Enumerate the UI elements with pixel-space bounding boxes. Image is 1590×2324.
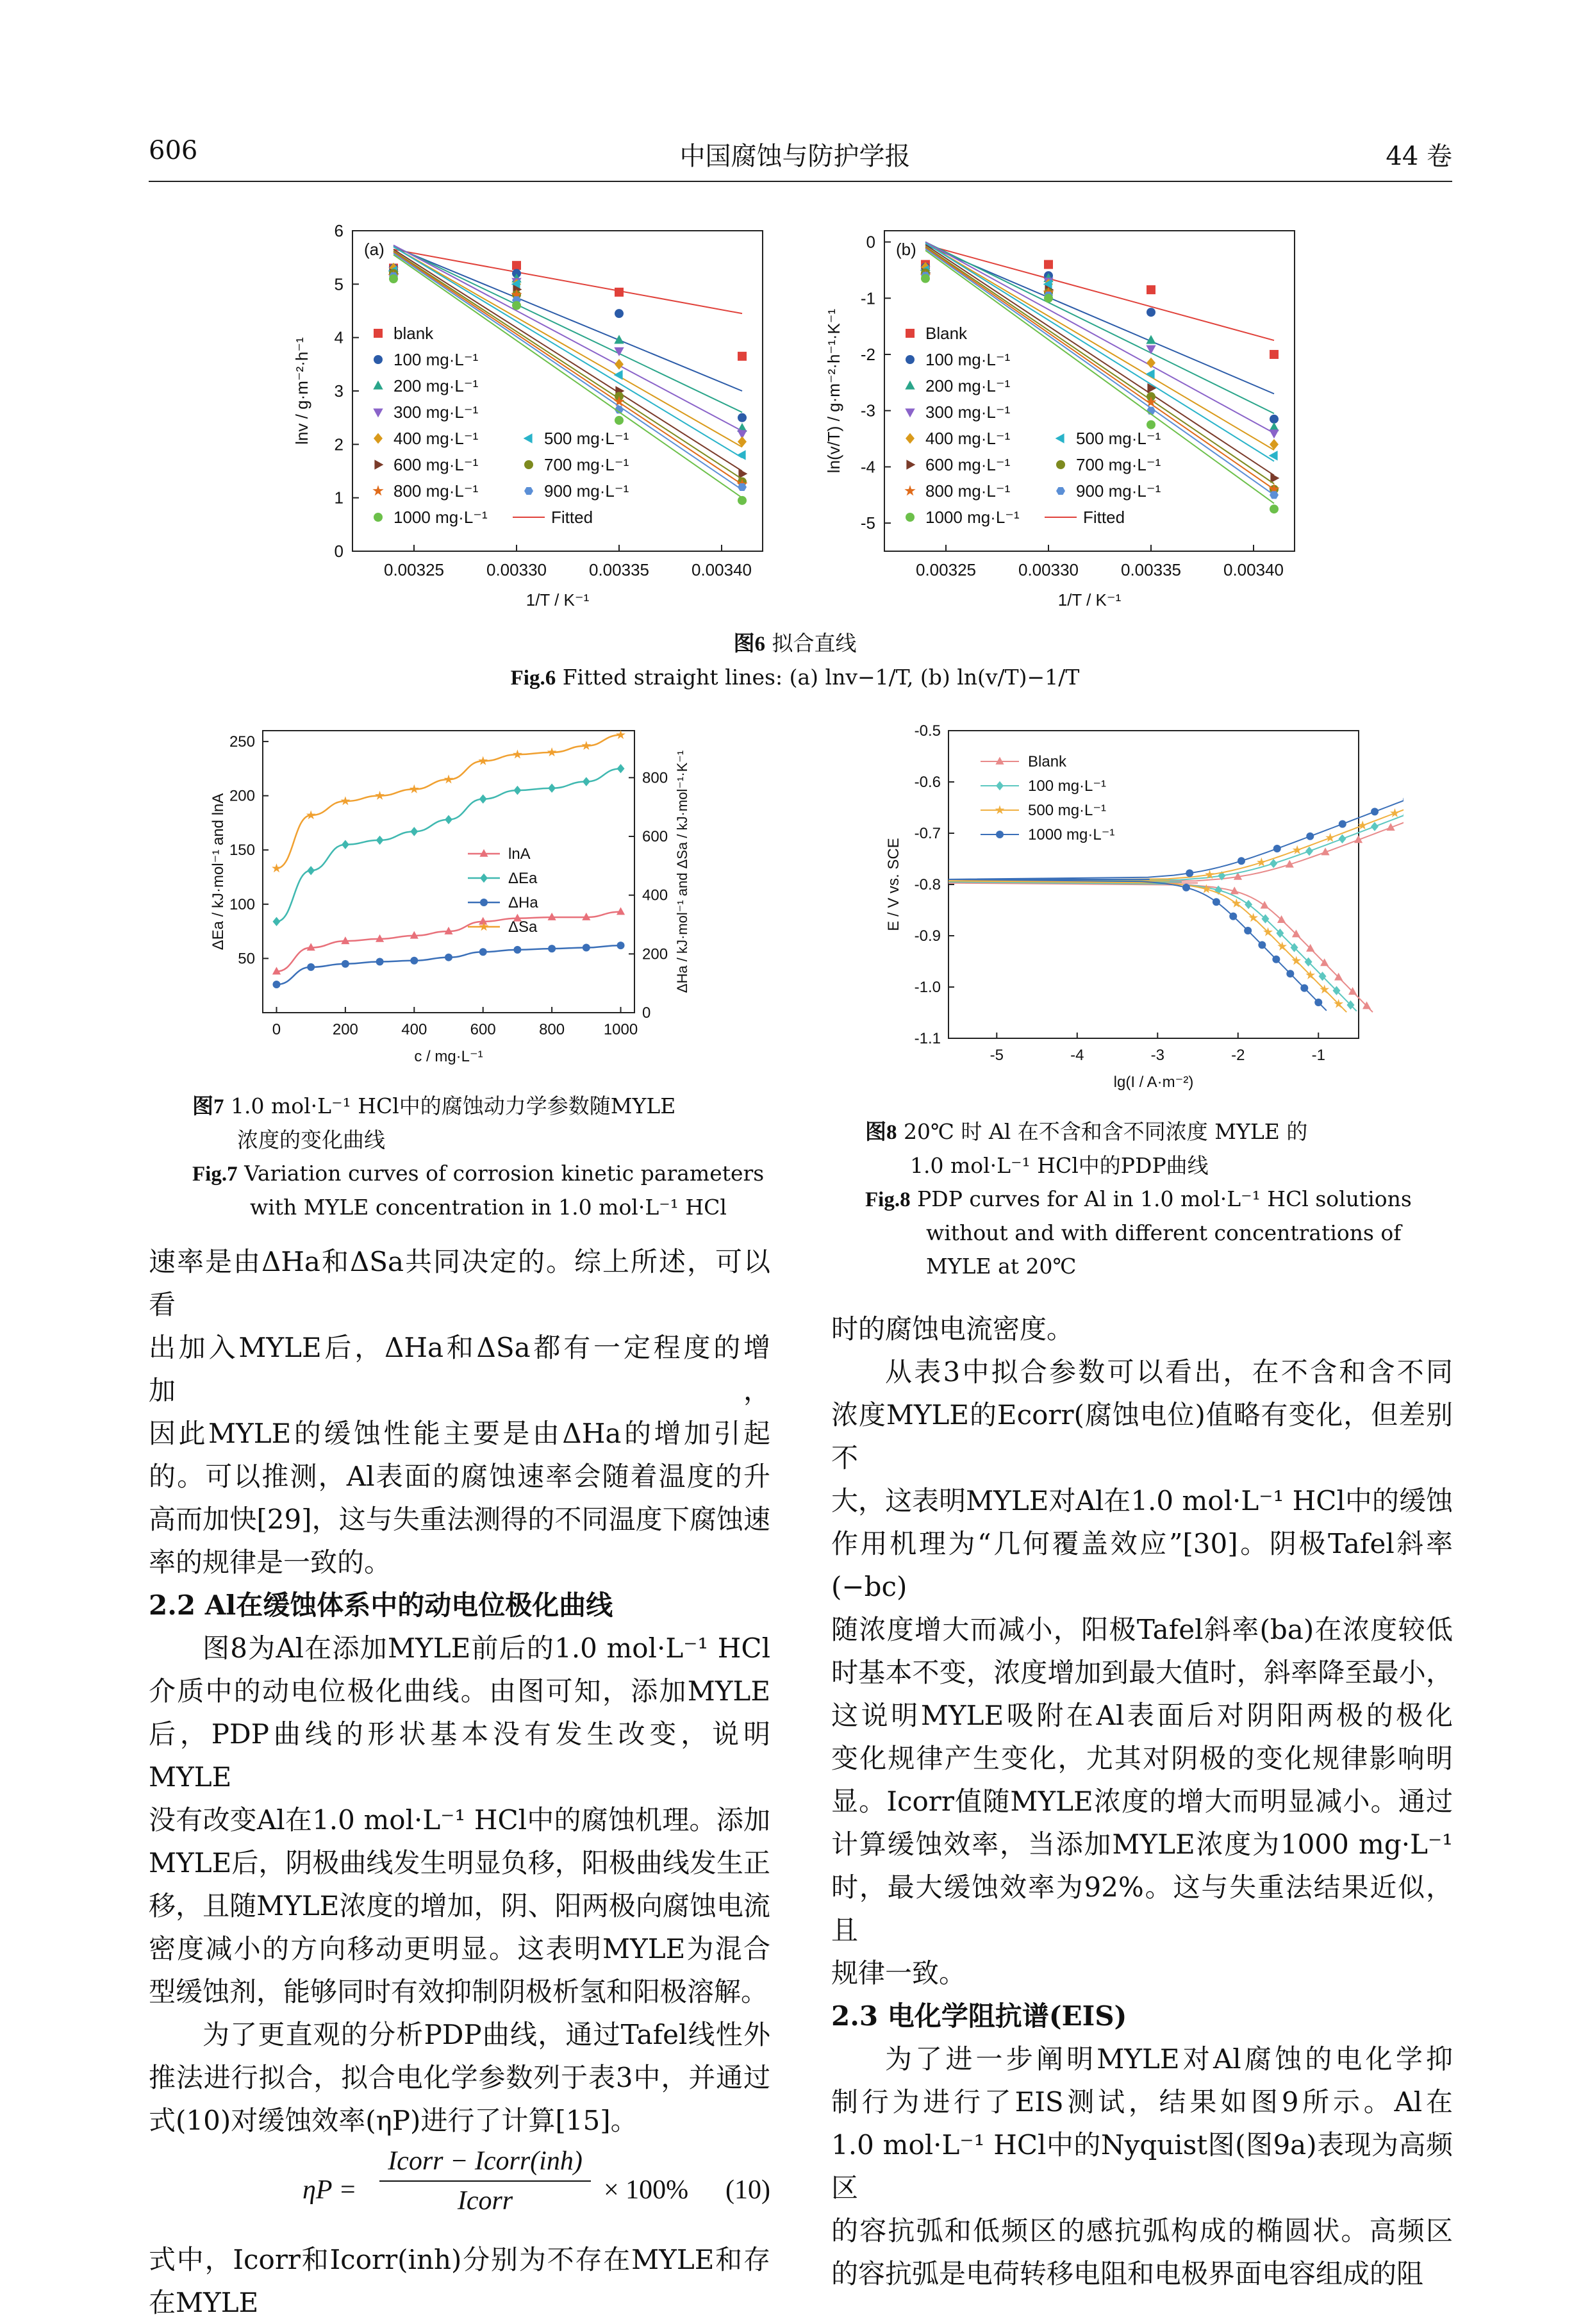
text-line: 时，最大缓蚀效率为92%。这与失重法结果近似，且 — [831, 1872, 1453, 1946]
data-point — [1147, 358, 1155, 369]
data-point — [1371, 822, 1379, 831]
data-point — [1146, 345, 1155, 354]
legend-label: 500 mg·L⁻¹ — [544, 429, 629, 448]
x-axis-label: 1/T / K⁻¹ — [526, 590, 590, 610]
legend-label: 500 mg·L⁻¹ — [1028, 802, 1107, 819]
data-point — [1325, 833, 1335, 842]
x-tick-label: -1 — [1311, 1047, 1325, 1064]
section-2-3-heading: 2.3 电化学阻抗谱(EIS) — [831, 2000, 1127, 2032]
legend-marker — [374, 355, 383, 364]
data-point — [1272, 956, 1280, 963]
y-tick-label: 5 — [334, 274, 344, 294]
data-point — [738, 413, 747, 422]
text-line: 的容抗弧和低频区的感抗弧构成的椭圆状。高频区 — [831, 2215, 1453, 2246]
legend-label: blank — [393, 324, 434, 343]
fig6b-chart — [814, 212, 1314, 622]
y-axis-label: E / V vs. SCE — [885, 838, 902, 931]
y-tick-label: -0.9 — [914, 927, 941, 945]
y-tick-label: 1 — [334, 488, 344, 508]
legend-marker — [996, 831, 1004, 838]
data-point — [410, 827, 418, 836]
fig8-chart — [878, 711, 1404, 1102]
legend-marker — [480, 874, 488, 883]
data-point — [513, 786, 521, 795]
legend-label: Blank — [1028, 753, 1067, 770]
data-point — [617, 942, 625, 949]
legend-label: 800 mg·L⁻¹ — [393, 481, 479, 501]
legend-marker — [1056, 460, 1065, 469]
anodic-branch — [948, 756, 1404, 883]
x-axis-label: lg(I / A·m⁻²) — [1113, 1074, 1194, 1091]
legend-label: 1000 mg·L⁻¹ — [1028, 826, 1115, 843]
panel-label: (b) — [896, 240, 916, 259]
data-point — [738, 496, 747, 505]
x-axis-label: 1/T / K⁻¹ — [1057, 590, 1122, 610]
text-line: 率的规律是一致的。 — [149, 1547, 392, 1578]
y2-tick-label: 400 — [642, 886, 668, 904]
y-tick-label: 2 — [334, 435, 344, 454]
data-point — [512, 261, 521, 270]
equation-10: ηP = Icorr − Icorr(inh) Icorr × 100% (10) — [149, 2142, 770, 2238]
text-line: 从表3中拟合参数可以看出，在不含和含不同 — [885, 1356, 1453, 1388]
x-tick-label: 800 — [539, 1021, 565, 1038]
legend-label: ΔEa — [508, 870, 538, 887]
legend-label: 200 mg·L⁻¹ — [393, 376, 479, 395]
legend-label: 1000 mg·L⁻¹ — [925, 508, 1020, 527]
legend-label: ΔSa — [508, 918, 538, 936]
legend-label: 800 mg·L⁻¹ — [925, 481, 1011, 501]
data-point — [548, 945, 556, 952]
left-para-3 — [149, 2013, 770, 2142]
y2-tick-label: 200 — [642, 945, 668, 963]
data-point — [1300, 984, 1308, 992]
text-line: 为了进一步阐明MYLE对Al腐蚀的电化学抑 — [885, 2043, 1453, 2075]
x-axis-label: c / mg·L⁻¹ — [414, 1048, 483, 1065]
data-point — [513, 946, 521, 954]
data-point — [1182, 884, 1190, 892]
x-tick-label: 200 — [332, 1021, 358, 1038]
y-axis-label: ΔEa / kJ·mol⁻¹ and lnA — [210, 793, 227, 950]
x-tick-label: 0.00330 — [486, 560, 547, 579]
text-line: 高而加快[29]，这与失重法测得的不同温度下腐蚀速 — [149, 1504, 770, 1535]
volume: 44 卷 — [1386, 142, 1452, 171]
right-para-2 — [831, 2038, 1453, 2295]
series-line — [276, 912, 620, 972]
y-tick-label: -1.1 — [914, 1030, 941, 1047]
data-point — [410, 957, 418, 965]
data-point — [1244, 927, 1252, 934]
fit-line — [393, 247, 742, 391]
legend-marker — [374, 433, 383, 444]
legend-marker — [372, 485, 383, 495]
data-point — [389, 274, 398, 283]
legend-marker — [374, 460, 383, 469]
data-point — [445, 815, 452, 824]
legend-label: 700 mg·L⁻¹ — [1076, 455, 1161, 474]
x-tick-label: 1000 — [603, 1021, 638, 1038]
legend-label: lnA — [508, 845, 531, 863]
legend-label: ΔHa — [508, 894, 538, 911]
data-point — [1213, 898, 1220, 906]
anodic-branch — [948, 756, 1404, 881]
text-line: 大，这表明MYLE对Al在1.0 mol·L⁻¹ HCl中的缓蚀 — [831, 1485, 1453, 1516]
section-2-2-heading: 2.2 Al在缓蚀体系中的动电位极化曲线 — [149, 1589, 613, 1621]
legend-label: 900 mg·L⁻¹ — [544, 481, 629, 501]
data-point — [479, 948, 487, 956]
series-line — [276, 735, 620, 868]
legend-marker — [373, 408, 383, 417]
y-tick-label: 150 — [229, 842, 255, 859]
data-point — [737, 450, 746, 460]
left-para-4: 式中，Icorr和Icorr(inh)分别为不存在MYLE和存在MYLE — [149, 2244, 770, 2318]
legend-marker — [1056, 487, 1065, 495]
left-para-1 — [149, 1240, 770, 1584]
data-point — [1273, 845, 1281, 852]
data-point — [307, 963, 315, 971]
fit-line — [393, 249, 742, 313]
left-para-2 — [149, 1627, 770, 2013]
data-point — [1286, 970, 1294, 977]
legend-label: 500 mg·L⁻¹ — [1076, 429, 1161, 448]
text-line: 规律一致。 — [831, 1957, 966, 1989]
x-tick-label: 0.00330 — [1018, 560, 1079, 579]
text-line: MYLE后，阴极曲线发生明显负移，阳极曲线发生正 — [149, 1847, 770, 1879]
data-point — [1314, 999, 1322, 1006]
data-point — [1146, 369, 1155, 379]
legend-label: Fitted — [1083, 508, 1125, 527]
legend-marker — [524, 460, 533, 469]
text-line: 这说明MYLE吸附在Al表面后对阴阳两极的极化 — [831, 1700, 1453, 1731]
text-line: 型缓蚀剂，能够同时有效抑制阴极析氢和阳极溶解。 — [149, 1976, 768, 2007]
data-point — [1147, 285, 1155, 294]
legend-label: 600 mg·L⁻¹ — [393, 455, 479, 474]
data-point — [1258, 941, 1266, 949]
legend-marker — [906, 460, 915, 469]
data-point — [1306, 833, 1314, 840]
x-tick-label: 600 — [470, 1021, 496, 1038]
data-point — [615, 416, 624, 425]
y-tick-label: -0.8 — [914, 876, 941, 893]
text-line: 制行为进行了EIS测试，结果如图9所示。Al在 — [831, 2086, 1453, 2118]
legend-label: 1000 mg·L⁻¹ — [393, 508, 488, 527]
data-point — [1261, 901, 1269, 909]
y-tick-label: 50 — [238, 950, 255, 968]
text-line: 移，且随MYLE浓度的增加，阴、阳两极向腐蚀电流 — [149, 1890, 770, 1921]
left-column — [149, 1240, 770, 2324]
y2-tick-label: 600 — [642, 828, 668, 845]
data-point — [1147, 420, 1155, 429]
legend-marker — [905, 408, 915, 417]
data-point — [614, 370, 623, 379]
right-column — [831, 1307, 1453, 2295]
legend-label: 200 mg·L⁻¹ — [925, 376, 1011, 395]
data-point — [1270, 859, 1277, 868]
y2-tick-label: 800 — [642, 769, 668, 787]
x-tick-label: 0.00335 — [589, 560, 649, 579]
legend-label: 100 mg·L⁻¹ — [1028, 777, 1107, 795]
text-line: 浓度MYLE的Ecorr(腐蚀电位)值略有变化，但差别不 — [831, 1399, 1453, 1473]
fig7-caption: 图7 1.0 mol·L⁻¹ HCl中的腐蚀动力学参数随MYLE 浓度的变化曲线 Fig.7 Variation curves of corrosion kinetic parameters with MYLE concentration in 1.0 mol·L⁻¹ HCl — [192, 1093, 765, 1220]
right-para-0: 时的腐蚀电流密度。 — [831, 1313, 1074, 1345]
y-tick-label: -1.0 — [914, 979, 941, 996]
text-line: 式(10)对缓蚀效率(ηP)进行了计算[15]。 — [149, 2105, 638, 2136]
y-tick-label: 0 — [866, 232, 875, 252]
cathodic-branch — [948, 879, 1327, 1011]
legend-marker — [906, 433, 915, 444]
text-line: 密度减小的方向移动更明显。这表明MYLE为混合 — [149, 1933, 770, 1964]
text-line: 计算缓蚀效率，当添加MYLE浓度为1000 mg·L⁻¹ — [831, 1829, 1453, 1860]
header-rule — [149, 181, 1452, 182]
text-line: 随浓度增大而减小，阳极Tafel斜率(ba)在浓度较低 — [831, 1614, 1453, 1645]
data-point — [1338, 834, 1346, 843]
text-line: 没有改变Al在1.0 mol·L⁻¹ HCl中的腐蚀机理。添加 — [149, 1804, 770, 1836]
x-tick-label: 0 — [272, 1021, 281, 1038]
legend-label: 100 mg·L⁻¹ — [925, 350, 1011, 369]
y-tick-label: -0.5 — [914, 722, 941, 740]
x-tick-label: 0.00325 — [916, 560, 976, 579]
x-tick-label: -4 — [1070, 1047, 1084, 1064]
fig6-caption: 图6 拟合直线 Fig.6 Fitted straight lines: (a) lnv−1/T, (b) ln(v/T)−1/T — [510, 631, 1080, 690]
y-tick-label: -3 — [860, 401, 875, 420]
text-line: 的。可以推测，Al表面的腐蚀速率会随着温度的升 — [149, 1461, 770, 1492]
fig6a-chart — [282, 212, 782, 622]
y-axis-label: lnv / g·m⁻²·h⁻¹ — [292, 337, 311, 445]
text-line: 介质中的动电位极化曲线。由图可知，添加MYLE — [149, 1675, 770, 1707]
data-point — [617, 907, 625, 915]
data-point — [1403, 809, 1404, 818]
legend-label: 700 mg·L⁻¹ — [544, 455, 629, 474]
data-point — [1403, 795, 1404, 803]
data-point — [342, 960, 349, 968]
y-tick-label: -1 — [860, 288, 875, 308]
data-point — [1186, 869, 1193, 877]
y-tick-label: 3 — [334, 381, 344, 401]
x-tick-label: 0.00340 — [1223, 560, 1284, 579]
page-number: 606 — [149, 136, 198, 165]
data-point — [307, 866, 315, 875]
text-line: 为了更直观的分析PDP曲线，通过Tafel线性外 — [203, 2019, 770, 2050]
legend-marker — [906, 329, 915, 338]
legend-marker — [906, 513, 915, 522]
y2-axis-label: ΔHa / kJ·mol⁻¹ and ΔSa / kJ·mol⁻¹·K⁻¹ — [674, 750, 690, 993]
data-point — [1245, 900, 1252, 909]
legend-marker — [374, 329, 383, 338]
y-tick-label: 6 — [334, 221, 344, 240]
text-line: 的容抗弧是电荷转移电阻和电极界面电容组成的阻 — [831, 2258, 1424, 2289]
legend-marker — [995, 757, 1004, 765]
legend-marker — [1056, 433, 1064, 443]
anodic-branch — [948, 754, 1404, 879]
text-line: 推法进行拟合，拟合电化学参数列于表3中，并通过 — [149, 2062, 770, 2093]
legend-marker — [480, 899, 488, 906]
data-point — [1238, 857, 1245, 865]
legend-label: Fitted — [551, 508, 593, 527]
data-point — [1390, 808, 1400, 817]
data-point — [1269, 429, 1279, 438]
legend-label: Blank — [925, 324, 968, 343]
data-point — [1270, 350, 1279, 359]
text-line: 因此MYLE的缓蚀性能主要是由ΔHa的增加引起 — [149, 1418, 770, 1449]
data-point — [1044, 260, 1053, 269]
data-point — [615, 359, 624, 370]
text-line: 出加入MYLE后，ΔHa和ΔSa都有一定程度的增加， — [149, 1332, 770, 1406]
y-tick-label: -0.6 — [914, 774, 941, 791]
data-point — [272, 917, 280, 926]
y-tick-label: -5 — [860, 513, 875, 533]
data-point — [1305, 847, 1313, 856]
fit-line — [925, 245, 1274, 340]
text-line: 图8为Al在添加MYLE前后的1.0 mol·L⁻¹ HCl — [203, 1632, 770, 1664]
y-tick-label: 100 — [229, 895, 255, 913]
text-line: 速率是由ΔHa和ΔSa共同决定的。综上所述，可以看 — [149, 1246, 770, 1320]
data-point — [445, 954, 452, 961]
journal-name: 中国腐蚀与防护学报 — [679, 142, 911, 171]
y-tick-label: -0.7 — [914, 825, 941, 842]
right-para-1 — [831, 1350, 1453, 1995]
legend-label: 400 mg·L⁻¹ — [925, 429, 1011, 448]
text-line: 变化规律产生变化，尤其对阴极的变化规律影响明 — [831, 1743, 1453, 1774]
legend-label: 400 mg·L⁻¹ — [393, 429, 479, 448]
anodic-branch — [948, 755, 1404, 882]
legend-marker — [374, 513, 383, 522]
y-tick-label: 4 — [334, 328, 344, 347]
fig8-caption: 图8 20℃ 时 Al 在不含和含不同浓度 MYLE 的 1.0 mol·L⁻¹ HCl中的PDP曲线 Fig.8 PDP curves for Al in 1.0 mol·L⁻¹ HCl solutions without and with different concentrations of MYLE at 20℃ — [865, 1119, 1412, 1279]
data-point — [342, 840, 349, 849]
data-point — [1293, 845, 1302, 854]
legend-marker — [524, 487, 533, 495]
legend-marker — [906, 355, 915, 364]
data-point — [1147, 308, 1155, 317]
data-point — [548, 783, 556, 792]
data-point — [272, 981, 280, 988]
text-line: 1.0 mol·L⁻¹ HCl中的Nyquist图(图9a)表现为高频区 — [831, 2129, 1453, 2204]
data-point — [512, 301, 521, 310]
y-axis-label: ln(v/T) / g·m⁻²·h⁻¹·K⁻¹ — [824, 308, 843, 474]
data-point — [376, 958, 384, 965]
text-line: 作用机理为“几何覆盖效应”[30]。阴极Tafel斜率(−bc) — [831, 1528, 1453, 1602]
legend-label: 300 mg·L⁻¹ — [393, 403, 479, 422]
legend-label: 100 mg·L⁻¹ — [393, 350, 479, 369]
x-tick-label: 400 — [401, 1021, 427, 1038]
data-point — [1044, 294, 1053, 303]
data-point — [615, 288, 624, 297]
series-line — [276, 768, 620, 922]
legend-label: 600 mg·L⁻¹ — [925, 455, 1011, 474]
series-line — [276, 945, 620, 984]
data-point — [615, 309, 624, 318]
text-line: 后，PDP曲线的形状基本没有发生改变，说明MYLE — [149, 1718, 770, 1793]
data-point — [1339, 820, 1346, 828]
y-tick-label: 200 — [229, 787, 255, 805]
text-line: 显。Icorr值随MYLE浓度的增大而明显减小。通过 — [831, 1786, 1453, 1817]
x-tick-label: -5 — [990, 1047, 1004, 1064]
data-point — [583, 943, 590, 951]
x-tick-label: -3 — [1150, 1047, 1164, 1064]
fit-line — [393, 253, 742, 490]
fig7-chart — [186, 718, 750, 1083]
y-tick-label: 250 — [229, 733, 255, 751]
legend-marker — [905, 381, 915, 390]
y-tick-label: 0 — [334, 542, 344, 561]
x-tick-label: 0.00340 — [691, 560, 752, 579]
legend-label: 300 mg·L⁻¹ — [925, 403, 1011, 422]
data-point — [1229, 913, 1237, 920]
legend-marker — [904, 485, 915, 495]
panel-label: (a) — [364, 240, 385, 259]
x-tick-label: 0.00335 — [1121, 560, 1181, 579]
data-point — [376, 836, 384, 845]
y-tick-label: -4 — [860, 457, 875, 477]
data-point — [1270, 504, 1279, 513]
legend-marker — [373, 381, 383, 390]
x-tick-label: -2 — [1231, 1047, 1245, 1064]
data-point — [921, 274, 930, 283]
data-point — [738, 352, 747, 361]
legend-label: 900 mg·L⁻¹ — [1076, 481, 1161, 501]
legend-marker — [996, 781, 1004, 790]
cathodic-branch — [948, 881, 1346, 1012]
data-point — [479, 794, 487, 803]
legend-marker — [524, 433, 533, 443]
plot-frame — [263, 731, 634, 1013]
x-tick-label: 0.00325 — [384, 560, 444, 579]
y2-tick-label: 0 — [642, 1004, 651, 1022]
text-line: 时基本不变，浓度增加到最大值时，斜率降至最小， — [831, 1657, 1453, 1688]
y-tick-label: -2 — [860, 344, 875, 364]
data-point — [617, 764, 625, 773]
data-point — [1371, 808, 1379, 815]
data-point — [583, 777, 590, 786]
